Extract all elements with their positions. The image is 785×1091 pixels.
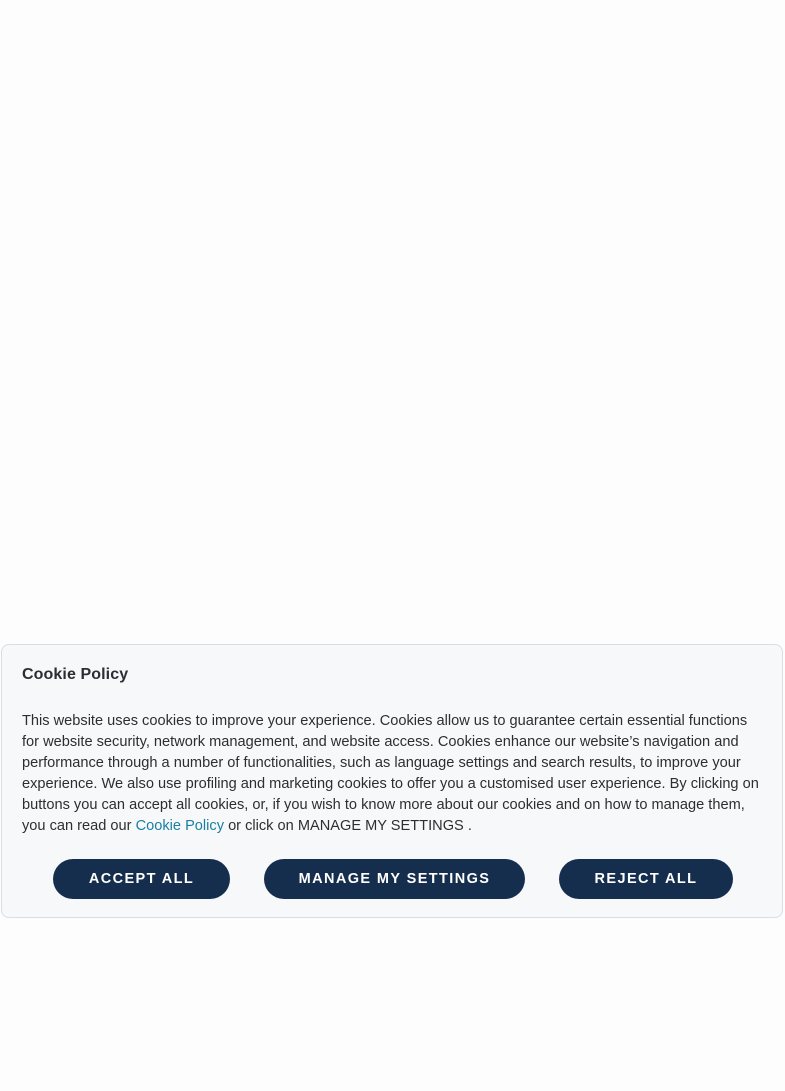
manage-settings-button[interactable]: MANAGE MY SETTINGS [264,859,525,899]
cookie-consent-banner [1,644,783,918]
accept-all-button[interactable]: ACCEPT ALL [53,859,230,899]
reject-all-button[interactable]: REJECT ALL [559,859,733,899]
cookie-policy-link[interactable]: Cookie Policy [135,818,225,834]
cookie-description-text: This website uses cookies to improve your experience. Cookies allow us to guarantee certain essential functions for website security, network management, and website access. Cookies enhance our website’s navigation and performance through a number of functionalities, such as language settings and search results, to improve your experience. We also use profiling and marketing cookies to offer you a customised user experience. By clicking on buttons you can accept all cookies, or, if you wish to know more about our cookies and on how to manage them, you can read our [22,713,759,834]
cookie-description-text-end: or click on MANAGE MY SETTINGS . [224,818,472,834]
cookie-banner-description [22,711,762,837]
cookie-banner-title: Cookie Policy [22,666,129,683]
cookie-button-row [2,859,782,899]
